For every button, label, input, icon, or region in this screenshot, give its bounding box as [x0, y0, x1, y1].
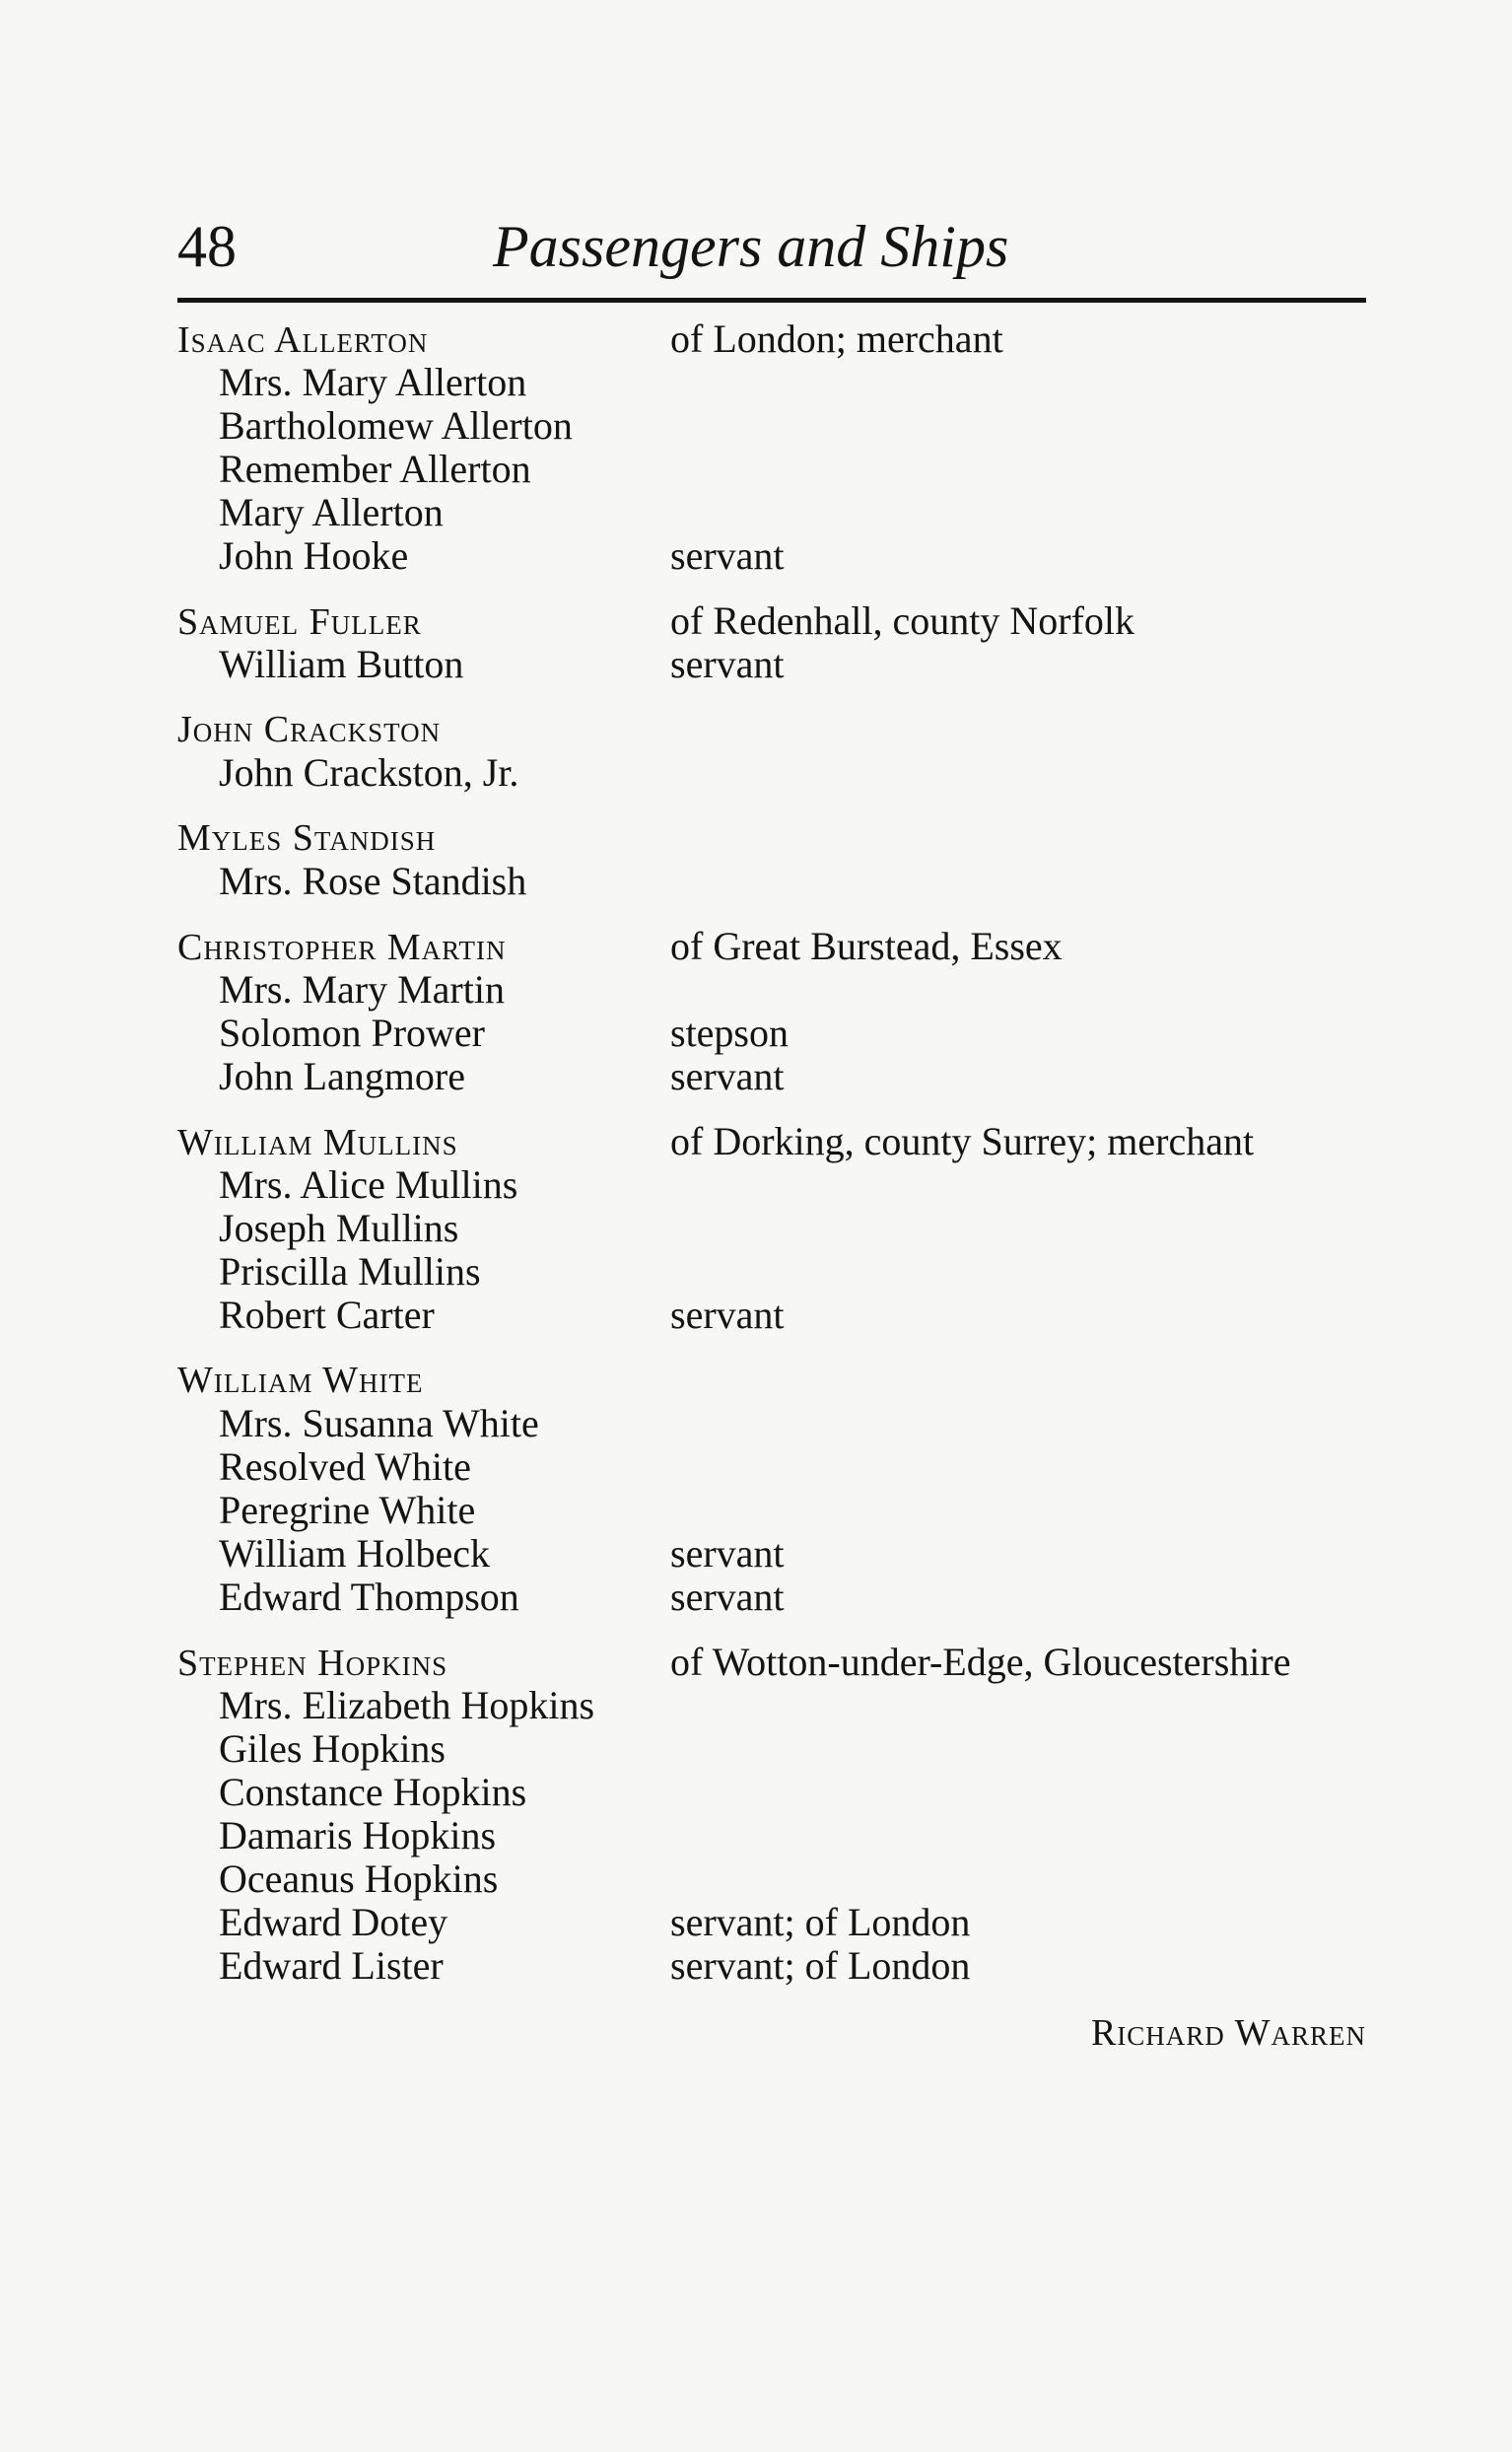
household-head-row: [177, 599, 1366, 643]
header-rule: [177, 298, 1366, 303]
member-name: Constance Hopkins: [219, 1770, 527, 1814]
household-member-row: [177, 1532, 1366, 1576]
member-name: Mrs. Mary Allerton: [219, 360, 527, 404]
member-name: Edward Dotey: [219, 1900, 448, 1944]
member-name: Mary Allerton: [219, 490, 444, 534]
household-member-row: [177, 534, 1366, 578]
household-member-row: [177, 1294, 1366, 1337]
head-name: William White: [177, 1360, 424, 1401]
member-name: Mrs. Susanna White: [219, 1401, 539, 1445]
member-name: Priscilla Mullins: [219, 1249, 481, 1294]
household-member-row: [177, 491, 1366, 534]
household-member-row: [177, 1402, 1366, 1445]
member-name: Mrs. Alice Mullins: [219, 1162, 518, 1207]
household-member-row: [177, 404, 1366, 448]
head-name: John Crackston: [177, 709, 442, 750]
passenger-note: servant: [670, 642, 785, 686]
head-name: Christopher Martin: [177, 927, 507, 968]
member-name: John Hooke: [219, 533, 409, 578]
passenger-note: of London; merchant: [670, 316, 1003, 361]
household-member-row: [177, 1814, 1366, 1857]
household-member-row: [177, 1901, 1366, 1944]
passenger-note: servant: [670, 1575, 785, 1619]
member-name: Resolved White: [219, 1444, 471, 1489]
member-name: Edward Lister: [219, 1943, 444, 1988]
household-group: [177, 1359, 1366, 1619]
member-name: Mrs. Elizabeth Hopkins: [219, 1683, 595, 1727]
page-number: 48: [177, 214, 237, 279]
household-member-row: [177, 448, 1366, 491]
member-name: John Crackston, Jr.: [219, 750, 519, 795]
passenger-note: servant; of London: [670, 1900, 971, 1944]
page-header: [177, 207, 1366, 296]
household-head-row: [177, 317, 1366, 361]
household-member-row: [177, 751, 1366, 795]
household-group: [177, 1120, 1366, 1337]
passenger-note: servant: [670, 1293, 785, 1337]
member-name: Mrs. Rose Standish: [219, 859, 527, 903]
member-name: Damaris Hopkins: [219, 1813, 497, 1857]
passenger-note: stepson: [670, 1011, 789, 1055]
household-group: [177, 708, 1366, 795]
household-member-row: [177, 1944, 1366, 1988]
household-member-row: [177, 1012, 1366, 1055]
household-member-row: [177, 1576, 1366, 1619]
household-head-row: [177, 1641, 1366, 1684]
household-head-row: [177, 816, 1366, 860]
passenger-roster: [177, 317, 1366, 2009]
running-title: Passengers and Ships: [493, 214, 1009, 279]
household-head-row: [177, 708, 1366, 751]
member-name: Giles Hopkins: [219, 1726, 446, 1771]
head-name: William Mullins: [177, 1122, 458, 1163]
household-member-row: [177, 1207, 1366, 1250]
household-member-row: [177, 643, 1366, 686]
member-name: Peregrine White: [219, 1488, 476, 1532]
member-name: Mrs. Mary Martin: [219, 967, 505, 1012]
member-name: Robert Carter: [219, 1293, 435, 1337]
member-name: William Button: [219, 642, 464, 686]
household-member-row: [177, 1684, 1366, 1727]
head-name: Isaac Allerton: [177, 319, 429, 361]
household-head-row: [177, 1359, 1366, 1402]
household-member-row: [177, 361, 1366, 404]
household-member-row: [177, 1250, 1366, 1294]
member-name: Remember Allerton: [219, 447, 531, 491]
member-name: Joseph Mullins: [219, 1206, 459, 1250]
passenger-note: of Great Burstead, Essex: [670, 924, 1063, 968]
member-name: John Langmore: [219, 1054, 465, 1098]
passenger-note: servant; of London: [670, 1943, 971, 1988]
household-group: [177, 816, 1366, 903]
household-group: [177, 1641, 1366, 1988]
household-member-row: [177, 968, 1366, 1012]
household-head-row: [177, 1120, 1366, 1163]
household-group: [177, 925, 1366, 1098]
member-name: Bartholomew Allerton: [219, 403, 573, 448]
member-name: William Holbeck: [219, 1531, 490, 1576]
household-member-row: [177, 1727, 1366, 1771]
member-name: Edward Thompson: [219, 1575, 519, 1619]
household-member-row: [177, 1857, 1366, 1901]
household-member-row: [177, 1445, 1366, 1489]
household-head-row: [177, 925, 1366, 968]
household-group: [177, 317, 1366, 578]
member-name: Oceanus Hopkins: [219, 1857, 499, 1901]
member-name: Solomon Prower: [219, 1011, 485, 1055]
passenger-note: of Redenhall, county Norfolk: [670, 598, 1134, 643]
head-name: Stephen Hopkins: [177, 1643, 448, 1684]
catchword: Richard Warren: [1090, 2012, 1366, 2054]
passenger-note: servant: [670, 1054, 785, 1098]
household-member-row: [177, 1055, 1366, 1098]
passenger-note: servant: [670, 1531, 785, 1576]
household-member-row: [177, 1163, 1366, 1207]
passenger-note: of Wotton-under-Edge, Gloucestershire: [670, 1640, 1291, 1684]
household-member-row: [177, 1489, 1366, 1532]
passenger-note: servant: [670, 533, 785, 578]
household-member-row: [177, 1771, 1366, 1814]
household-member-row: [177, 860, 1366, 903]
head-name: Samuel Fuller: [177, 601, 422, 643]
head-name: Myles Standish: [177, 817, 437, 859]
household-group: [177, 599, 1366, 686]
passenger-note: of Dorking, county Surrey; merchant: [670, 1119, 1255, 1163]
